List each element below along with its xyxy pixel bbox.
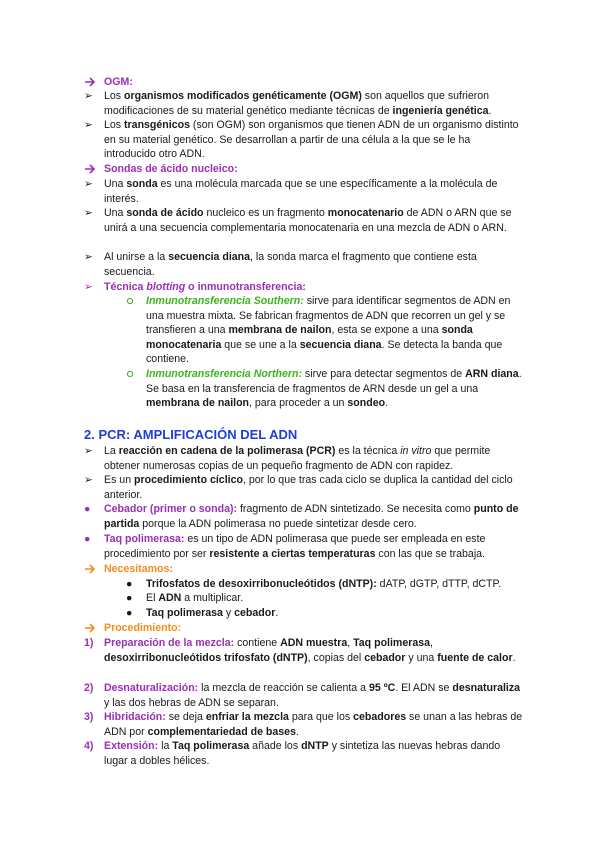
bullet-text: Al unirse a la secuencia diana, la sonda marca el fragmento que contiene esta secuencia. — [104, 251, 477, 278]
dot-bullet-icon: ● — [126, 592, 133, 604]
arrowhead-bullet-icon: ➢ — [84, 119, 93, 131]
arrow-right-icon — [84, 562, 100, 576]
step-number: 4) — [84, 740, 94, 752]
arrow-right-icon — [84, 162, 100, 176]
step-text: Hibridación: se deja enfriar la mezcla para que los cebadores se unan a las hebras de ADN por complementariedad de bases. — [104, 711, 523, 738]
arrowhead-bullet-icon: ➢ — [84, 90, 93, 102]
bullet-text: Una sonda de ácido nucleico es un fragmento monocatenario de ADN o ARN que se unirá a una secuencia complementaria monocatenaria en una mezcla de ADN o ARN. — [104, 207, 512, 234]
dot-bullet-icon: ● — [84, 503, 91, 515]
step-number: 3) — [84, 711, 94, 723]
list-item-text: El ADN a multiplicar. — [146, 592, 244, 604]
definition-text: Taq polimerasa: es un tipo de ADN polimerasa que puede ser empleada en este procedimiento por ser resistente a ciertas temperaturas con las que se trabaja. — [104, 533, 486, 560]
bullet-item — [84, 177, 524, 207]
list-item — [112, 606, 524, 621]
dot-bullet-icon: ● — [126, 578, 133, 590]
list-item — [112, 577, 524, 592]
step-text: Desnaturalización: la mezcla de reacción se calienta a 95 ºC. El ADN se desnaturaliza y las dos hebras de ADN se separan. — [104, 682, 521, 709]
list-item — [112, 591, 524, 606]
section-title: Procedimiento: — [104, 622, 182, 634]
dot-bullet-icon: ● — [126, 607, 133, 619]
list-item-text: Trifosfatos de desoxirribonucleótidos (dNTP): dATP, dGTP, dTTP, dCTP. — [146, 578, 502, 590]
bullet-item — [84, 118, 524, 162]
bullet-text: Una sonda es una molécula marcada que se une específicamente a la molécula de interés. — [104, 178, 498, 205]
procedure-step — [84, 739, 524, 769]
sub-bullet-text: Inmunotransferencia Southern: sirve para identificar segmentos de ADN en una muestra mixta. Se fabrican fragmentos de ADN que recorren un gel y se transfieren a una membrana de nailon, esta se expone a una sonda monocatenaria que se une a la secuencia diana. Se detecta la banda que contiene. — [146, 295, 511, 365]
arrowhead-bullet-icon: ➢ — [84, 178, 93, 190]
section-title: Necesitamos: — [104, 563, 173, 575]
bullet-text: Es un procedimiento cíclico, por lo que tras cada ciclo se duplica la cantidad del ciclo anterior. — [104, 474, 513, 501]
section-blotting-heading — [84, 280, 524, 295]
section-pcr-heading: 2. PCR: AMPLIFICACIÓN DEL ADN — [84, 427, 298, 442]
procedure-step — [84, 636, 524, 680]
step-text: Preparación de la mezcla: contiene ADN muestra, Taq polimerasa, desoxirribonucleótidos trifosfato (dNTP), copias del cebador y una fuente de calor. — [104, 637, 516, 664]
bullet-item — [84, 473, 524, 503]
section-ogm-heading — [84, 75, 524, 90]
step-number: 1) — [84, 637, 94, 649]
arrowhead-bullet-icon: ➢ — [84, 445, 93, 457]
procedimiento-heading — [84, 621, 524, 636]
arrow-right-icon — [84, 75, 100, 89]
sub-bullet-item — [112, 367, 524, 411]
arrowhead-bullet-icon: ➢ — [84, 281, 93, 293]
bullet-item — [84, 206, 524, 250]
bullet-item — [84, 250, 524, 280]
bullet-item — [84, 444, 524, 474]
dot-bullet-icon: ● — [84, 533, 91, 545]
sub-bullet-item — [112, 294, 524, 367]
bullet-text: Los organismos modificados genéticamente (OGM) son aquellos que sufrieron modificaciones de su material genético mediante técnicas de ingeniería genética. — [104, 90, 492, 117]
bullet-item — [84, 89, 524, 119]
section-title: OGM: — [104, 76, 133, 88]
procedure-step — [84, 710, 524, 740]
section-title: Técnica blotting o inmunotransferencia: — [104, 281, 306, 293]
step-text: Extensión: la Taq polimerasa añade los dNTP y sintetiza las nuevas hebras dando lugar a dobles hélices. — [104, 740, 501, 767]
definition-item — [84, 532, 524, 562]
step-number: 2) — [84, 682, 94, 694]
bullet-text: La reacción en cadena de la polimerasa (PCR) es la técnica in vitro que permite obtener numerosas copias de un pequeño fragmento de ADN con rapidez. — [104, 445, 491, 472]
hollow-circle-bullet-icon — [126, 294, 142, 313]
sub-bullet-text: Inmunotransferencia Northern: sirve para detectar segmentos de ARN diana. Se basa en la transferencia de fragmentos de ARN desde un gel a una membrana de nailon, para proceder a un sondeo. — [146, 368, 522, 409]
definition-text: Cebador (primer o sonda): fragmento de ADN sintetizado. Se necesita como punto de partida porque la ADN polimerasa no puede sintetizar desde cero. — [104, 503, 519, 530]
list-item-text: Taq polimerasa y cebador. — [146, 607, 279, 619]
arrowhead-bullet-icon: ➢ — [84, 207, 93, 219]
arrowhead-bullet-icon: ➢ — [84, 474, 93, 486]
section-sondas-heading — [84, 162, 524, 177]
definition-item — [84, 502, 524, 532]
bullet-text: Los transgénicos (son OGM) son organismos que tienen ADN de un organismo distinto en su material genético. Se desarrollan a partir de una célula a la que se le ha introducido otro ADN. — [104, 119, 519, 160]
necesitamos-heading — [84, 562, 524, 577]
procedure-step — [84, 681, 524, 711]
hollow-circle-bullet-icon — [126, 367, 142, 386]
arrow-right-icon — [84, 621, 100, 635]
section-title: Sondas de ácido nucleico: — [104, 163, 238, 175]
arrowhead-bullet-icon: ➢ — [84, 251, 93, 263]
